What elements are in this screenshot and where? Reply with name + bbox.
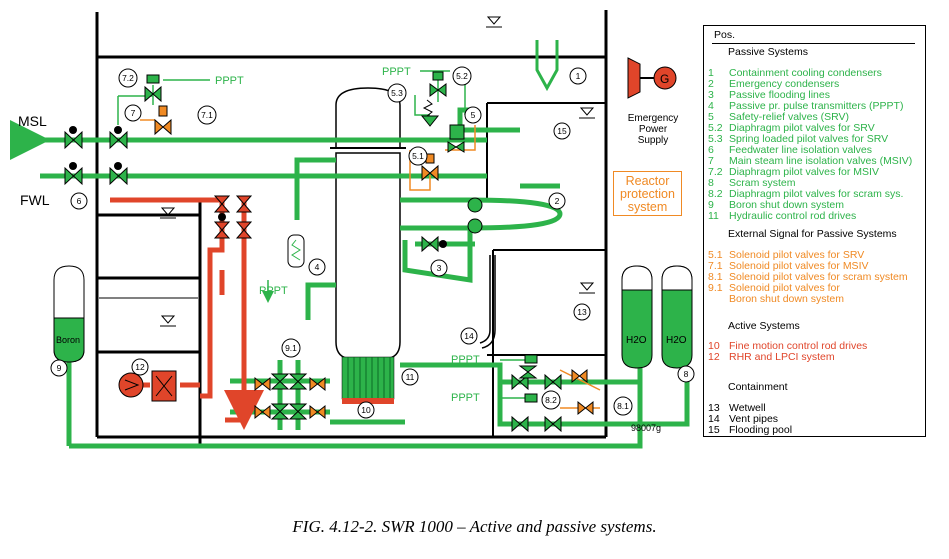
position-marker-label: 2 [554,196,560,206]
legend-pos-header: Pos. [714,29,736,41]
legend-passive-item-text: Hydraulic control rod drives [729,210,857,222]
pppt-label-scram-1: PPPT [451,354,480,366]
legend-external-item-number [708,294,729,305]
legend-external-list [708,250,908,305]
legend-passive-item-text: Spring loaded pilot valves for SRV [729,133,889,145]
msiv-valve-1 [65,126,82,148]
legend-passive-item-text: Containment cooling condensers [729,67,882,79]
emergency-power-line-1: Emergency [627,113,679,124]
legend-active-list [708,341,867,363]
legend-passive-item-number: 5.3 [708,133,723,145]
position-marker-label: 3 [436,263,442,273]
legend-passive-item-text: Safety-relief valves (SRV) [729,111,850,123]
pilot-lines [118,71,527,398]
pppt-label-transmitter: PPPT [259,285,288,297]
reactor-protection-line-2: protection [620,187,675,201]
solenoid-valve-7-1 [155,106,171,134]
legend-active-item-number: 12 [708,351,720,363]
legend-passive-title: Passive Systems [728,46,808,58]
legend-external-item-number: 5.1 [708,249,723,261]
h2o-tank-2 [662,266,692,368]
legend-passive-item-number: 7.2 [708,166,723,178]
legend-containment-item-number: 15 [708,424,720,436]
legend-passive-item-number: 1 [708,67,714,79]
legend-containment-list [708,403,792,436]
emergency-power-label [614,113,692,146]
position-marker-label: 12 [135,362,145,372]
legend-passive-item-text: Boron shut down system [729,199,844,211]
legend-external-item-text: Boron shut down system [729,293,844,305]
position-marker-label: 5 [470,110,476,120]
figure-caption: FIG. 4.12-2. SWR 1000 – Active and passive systems. [292,517,657,536]
legend-passive-item-number: 11 [708,210,719,222]
emergency-power-line-2: Power [638,124,668,135]
position-marker [358,402,374,418]
legend-external-item-text: Solenoid pilot valves for [729,282,840,294]
legend [703,25,926,437]
emergency-power-line-3: Supply [637,135,669,146]
legend-divider [712,43,915,44]
spring-valve-5-3 [422,100,438,126]
fwl-valve-1 [65,162,82,184]
legend-passive-item-number: 8 [708,177,714,189]
flooding-valve-3 [422,237,447,251]
legend-passive-list [708,68,912,222]
legend-passive-item-text: Passive pr. pulse transmitters (PPPT) [729,100,904,112]
position-marker [119,69,137,87]
position-marker [453,67,471,85]
position-marker [678,366,694,382]
position-marker-label: 14 [464,331,474,341]
legend-passive-item-number: 5 [708,111,714,123]
pppt-label-msiv: PPPT [215,75,244,87]
position-marker-label: 15 [557,126,567,136]
reactor-protection-box [613,171,682,216]
legend-passive-item-text: Feedwater line isolation valves [729,144,872,156]
position-marker-label: 7 [130,108,136,118]
legend-external-item-text: Solenoid pilot valves for scram system [729,271,908,283]
position-marker-label: 13 [577,307,587,317]
position-marker [554,123,570,139]
fwl-label: FWL [20,192,50,208]
reactor-protection-line-3: system [627,200,668,214]
pppt-label-srv: PPPT [382,66,411,78]
position-marker [431,260,447,276]
position-marker-label: 10 [361,405,371,415]
position-marker-label: 8.2 [545,395,557,405]
position-marker [614,397,632,415]
legend-passive-item-number: 6 [708,144,714,156]
pppt-label-scram-2: PPPT [451,392,480,404]
position-marker-label: 11 [405,372,415,382]
position-marker [542,391,560,409]
msiv-valve-2 [110,126,127,148]
legend-passive-item-text: Diaphragm pilot valves for MSIV [729,166,879,178]
position-marker-label: 5.1 [412,151,424,161]
legend-external-item-number: 7.1 [708,260,723,272]
position-marker [125,105,141,121]
valve-group-main-lines [65,72,593,431]
legend-external-item [708,294,908,305]
position-marker-label: 8 [683,369,689,379]
legend-external-item-text: Solenoid pilot valves for SRV [729,249,865,261]
legend-passive-item-text: Passive flooding lines [729,89,830,101]
position-marker-label: 6 [76,196,82,206]
legend-active-item [708,352,867,363]
legend-passive-item [708,211,912,222]
position-marker [282,339,300,357]
legend-containment-item-text: Wetwell [729,402,766,414]
vent-pipe [480,255,490,343]
pppt-transmitter [288,235,304,267]
reactor-protection-line-1: Reactor [625,174,670,188]
srv-valve-5 [448,125,464,152]
position-marker [402,369,418,385]
legend-containment-item-number: 13 [708,402,720,414]
position-marker [409,147,427,165]
legend-passive-item-text: Emergency condensers [729,78,840,90]
position-marker-label: 7.2 [122,73,134,83]
legend-external-item-number: 8.1 [708,271,723,283]
legend-external-item-number: 9.1 [708,282,723,294]
generator-label: G [660,72,670,86]
h2o-tank-1 [622,266,652,368]
legend-containment-item-text: Flooding pool [729,424,793,436]
h2o-tank-1-label: H2O [626,335,647,346]
legend-passive-item-text: Diaphragm pilot valves for SRV [729,122,875,134]
figure-id: 98007g [631,423,662,433]
legend-passive-item-number: 9 [708,199,714,211]
legend-active-item-text: RHR and LPCI system [729,351,835,363]
legend-passive-item-number: 7 [708,155,714,167]
legend-containment-title: Containment [728,381,788,393]
legend-external-item-text: Solenoid pilot valves for MSIV [729,260,869,272]
position-marker [570,68,586,84]
reactor-vessel [330,88,406,404]
position-marker-label: 4 [314,262,320,272]
position-marker-label: 8.1 [617,401,629,411]
position-marker-label: 5.3 [391,88,403,98]
position-marker [51,360,67,376]
position-marker-label: 9.1 [285,343,297,353]
legend-containment-item-number: 14 [708,413,720,425]
legend-active-title: Active Systems [728,320,800,332]
position-marker [461,328,477,344]
legend-active-item-text: Fine motion control rod drives [729,340,868,352]
position-marker [309,259,325,275]
position-marker-label: 1 [575,71,581,81]
legend-passive-item-text: Main steam line isolation valves (MSIV) [729,155,913,167]
legend-containment-item-text: Vent pipes [729,413,779,425]
position-marker [132,359,148,375]
h2o-tank-2-label: H2O [666,335,687,346]
boron-tank [54,266,84,362]
legend-passive-item-text: Scram system [729,177,796,189]
legend-passive-item-number: 8.2 [708,188,723,200]
position-marker [71,193,87,209]
legend-passive-item-text: Diaphragm pilot valves for scram sys. [729,188,904,200]
legend-active-item-number: 10 [708,340,720,352]
condenser-nozzles [468,198,482,233]
position-marker [574,304,590,320]
position-marker-label: 7.1 [201,110,213,120]
legend-passive-item-number: 2 [708,78,714,90]
boron-tank-label: Boron [56,335,81,345]
legend-passive-item-number: 5.2 [708,122,723,134]
position-marker [388,84,406,102]
legend-passive-item-number: 3 [708,89,714,101]
fwl-valve-2 [110,162,127,184]
legend-containment-item [708,425,792,436]
position-marker [465,107,481,123]
msl-label: MSL [18,113,47,129]
position-marker [549,193,565,209]
legend-passive-item-number: 4 [708,100,714,112]
position-marker [198,106,216,124]
position-marker-label: 9 [56,363,62,373]
legend-external-title: External Signal for Passive Systems [728,228,897,240]
position-marker-label: 5.2 [456,71,468,81]
